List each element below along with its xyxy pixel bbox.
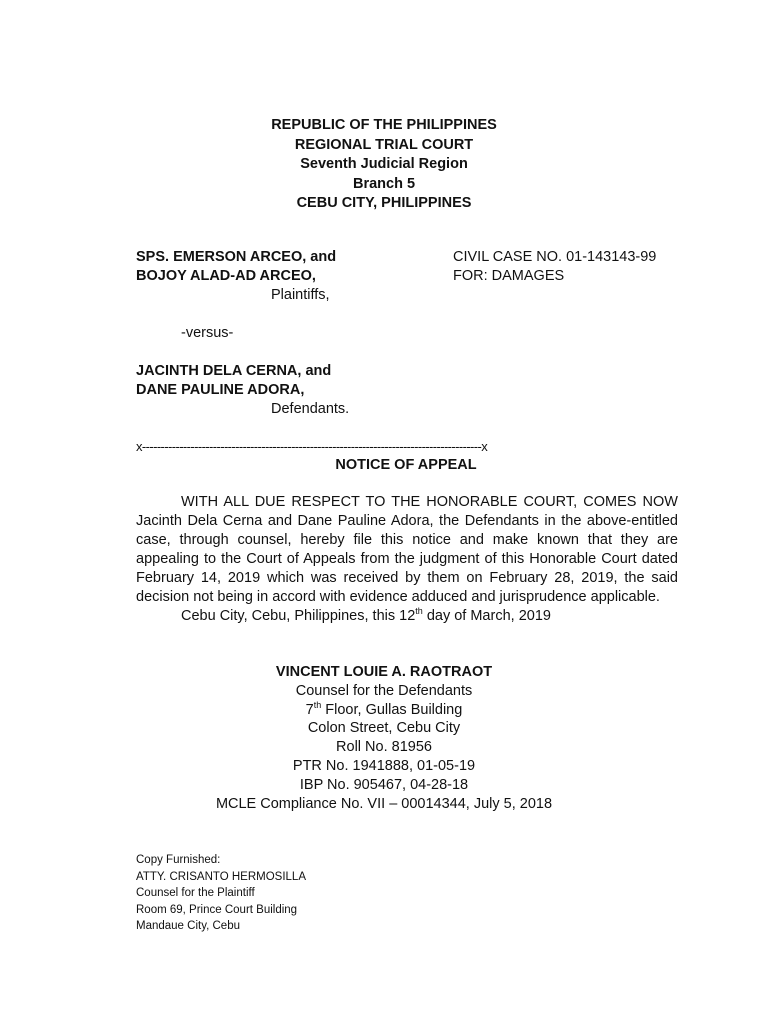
body-paragraph — [136, 493, 678, 607]
header-republic: REPUBLIC OF THE PHILIPPINES — [271, 117, 497, 133]
place-date-line — [181, 607, 551, 626]
roll-number: Roll No. 81956 — [336, 739, 432, 756]
header-region: Seventh Judicial Region — [300, 156, 468, 172]
mcle-compliance: MCLE Compliance No. VII – 00014344, July 5, 2018 — [215, 795, 553, 812]
ptr-number: PTR No. 1941888, 01-05-19 — [292, 757, 476, 774]
place-date-text: Cebu City, Cebu, Philippines, this 12 — [181, 608, 416, 624]
header-branch: Branch 5 — [352, 175, 416, 192]
copy-furnished-address-1: Room 69, Prince Court Building — [136, 903, 298, 916]
floor-ordinal: th — [313, 699, 322, 710]
caption-separator: x-------------------------------------------------------------------------------------------x — [136, 439, 488, 454]
place-date-ordinal: th — [415, 606, 423, 617]
place-date-rest: day of March, 2019 — [422, 608, 551, 624]
plaintiffs-label: Plaintiffs, — [271, 287, 330, 303]
copy-furnished-label: Copy Furnished: — [136, 854, 221, 866]
civil-case-number: CIVIL CASE NO. 01-143143-99 — [453, 249, 657, 265]
copy-furnished-address-2: Mandaue City, Cebu — [136, 920, 240, 932]
header-city: CEBU CITY, PHILIPPINES — [296, 195, 472, 211]
floor-number: 7 — [305, 701, 314, 718]
header-court: REGIONAL TRIAL COURT — [294, 136, 474, 153]
ibp-number: IBP No. 905467, 04-28-18 — [299, 776, 469, 793]
defendant-name-2: DANE PAULINE ADORA, — [136, 382, 305, 398]
copy-furnished-block — [136, 852, 306, 935]
counsel-role: Counsel for the Defendants — [295, 682, 473, 699]
plaintiff-name-1: SPS. EMERSON ARCEO, and — [136, 249, 337, 265]
defendant-name-1: JACINTH DELA CERNA, and — [136, 363, 332, 379]
body-text: WITH ALL DUE RESPECT TO THE HONORABLE COURT, COMES NOW Jacinth Dela Cerna and Dane Pauline Adora, the Defendants in the above-entitled case, through counsel, hereby file this notice and make known that they are appealing to the Court of Appeals from the judgment of this Honorable Court dated February 14, 2019 which was received by them on February 28, 2019, the said decision not being in accord with evidence adduced and jurisprudence applicable. — [136, 494, 678, 605]
document-title: NOTICE OF APPEAL — [335, 457, 477, 473]
court-header — [0, 116, 768, 214]
plaintiff-name-2: BOJOY ALAD-AD ARCEO, — [136, 268, 316, 284]
case-nature: FOR: DAMAGES — [453, 268, 565, 284]
counsel-address-street: Colon Street, Cebu City — [307, 720, 461, 737]
floor-building: Floor, Gullas Building — [321, 701, 463, 718]
signature-block — [0, 663, 768, 813]
versus-label: -versus- — [181, 325, 234, 341]
counsel-address-floor — [0, 701, 768, 720]
copy-furnished-name: ATTY. CRISANTO HERMOSILLA — [136, 870, 306, 883]
counsel-name: VINCENT LOUIE A. RAOTRAOT — [275, 664, 493, 680]
copy-furnished-role: Counsel for the Plaintiff — [136, 887, 255, 899]
defendants-label: Defendants. — [271, 401, 350, 417]
